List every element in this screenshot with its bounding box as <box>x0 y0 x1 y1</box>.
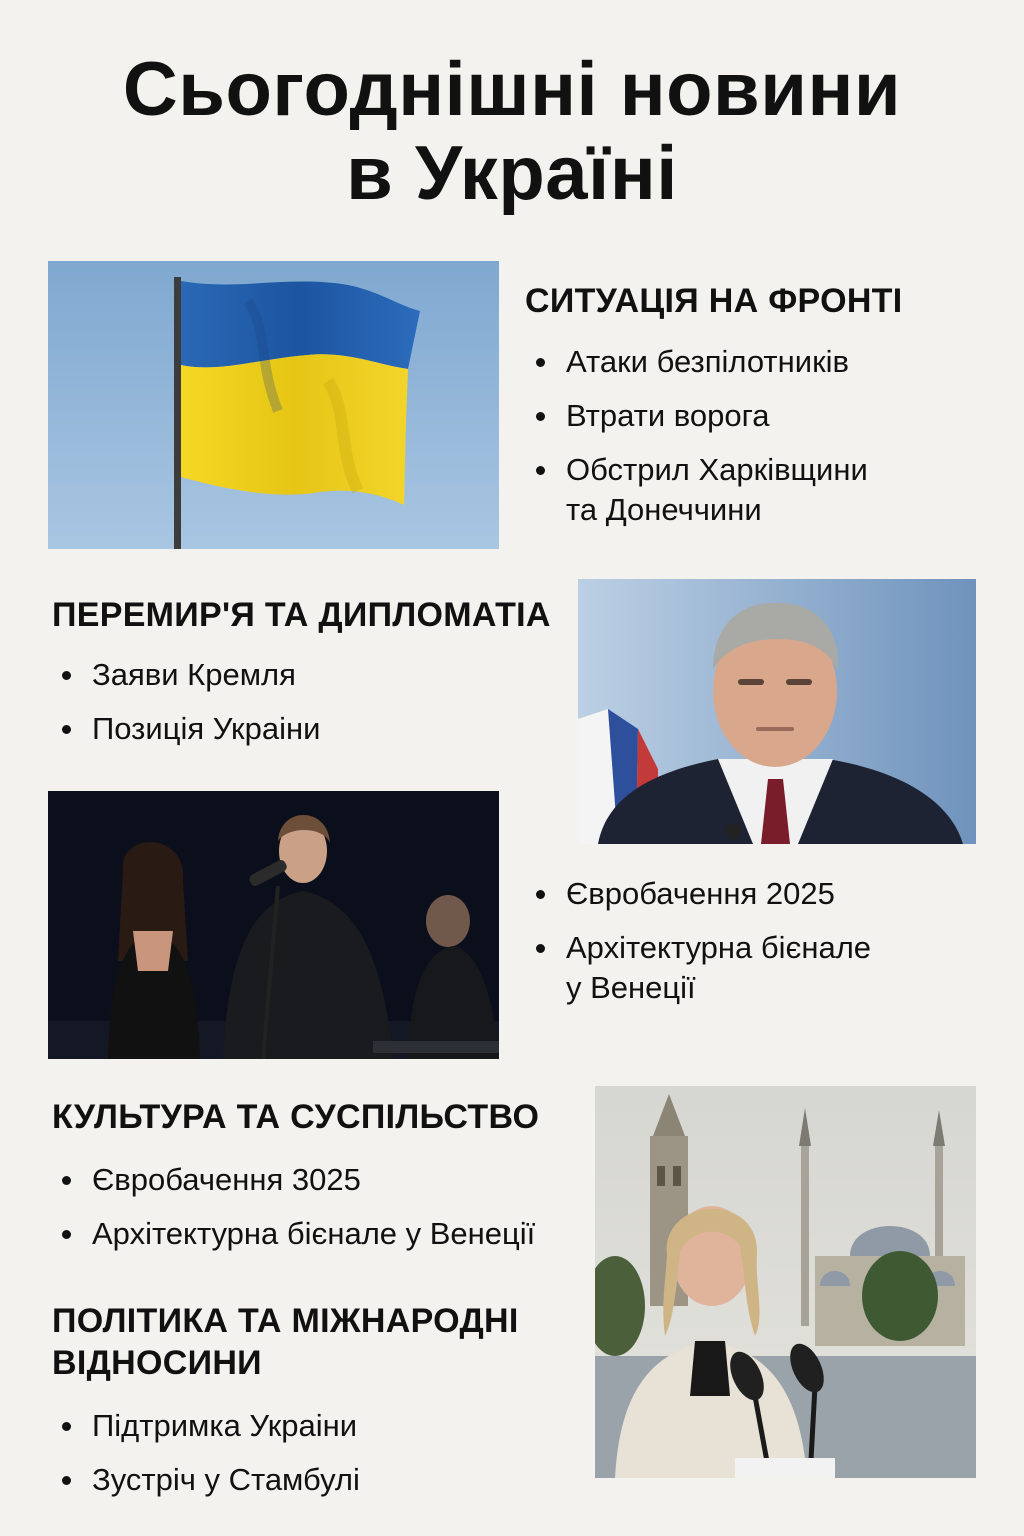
list-item: Атаки безпілотників <box>530 342 868 382</box>
list-item: Втрати ворога <box>530 396 868 436</box>
section-title-diplomacy: ПЕРЕМИР'Я ТА ДИПЛОМАТІА <box>52 596 551 634</box>
culture-news-list <box>56 1160 535 1268</box>
list-item <box>530 928 871 1008</box>
politics-news-list <box>56 1406 360 1514</box>
section-title-line-1: ПОЛІТИКА ТА МІЖНАРОДНІ <box>52 1302 519 1340</box>
istanbul-speech-photo <box>595 1086 976 1478</box>
press-conference-photo <box>578 579 976 844</box>
section-title-politics <box>52 1300 519 1384</box>
section-title-line-2: ВІДНОСИНИ <box>52 1344 262 1382</box>
list-item <box>530 450 868 530</box>
list-item-line-1: Архітектурна бієнале <box>566 930 872 965</box>
list-item: Заяви Кремля <box>56 655 320 695</box>
ukraine-flag-photo <box>48 261 499 549</box>
page-title <box>0 48 1024 216</box>
list-item: Зустріч у Стамбулі <box>56 1460 360 1500</box>
page-title-line-1: Сьогоднішні новини <box>122 47 902 132</box>
page-title-line-2: в Україні <box>346 131 678 216</box>
list-item: Євробачення 2025 <box>530 874 871 914</box>
front-news-list <box>530 342 868 544</box>
eurovision-stage-photo <box>48 791 499 1059</box>
section-title-front: СИТУАЦІЯ НА ФРОНТІ <box>525 282 903 320</box>
section-title-culture: КУЛЬТУРА ТА СУСПІЛЬСТВО <box>52 1098 540 1136</box>
list-item: Євробачення 3025 <box>56 1160 535 1200</box>
diplomacy-news-list <box>56 655 320 763</box>
culture-side-news-list <box>530 874 871 1022</box>
list-item: Позиція Украіни <box>56 709 320 749</box>
list-item: Архітектурна бієнале у Венеції <box>56 1214 535 1254</box>
list-item: Підтримка Украіни <box>56 1406 360 1446</box>
list-item-line-1: Обстрил Харківщини <box>566 452 868 487</box>
list-item-line-2: та Донеччини <box>566 492 762 527</box>
list-item-line-2: у Венеції <box>566 970 696 1005</box>
